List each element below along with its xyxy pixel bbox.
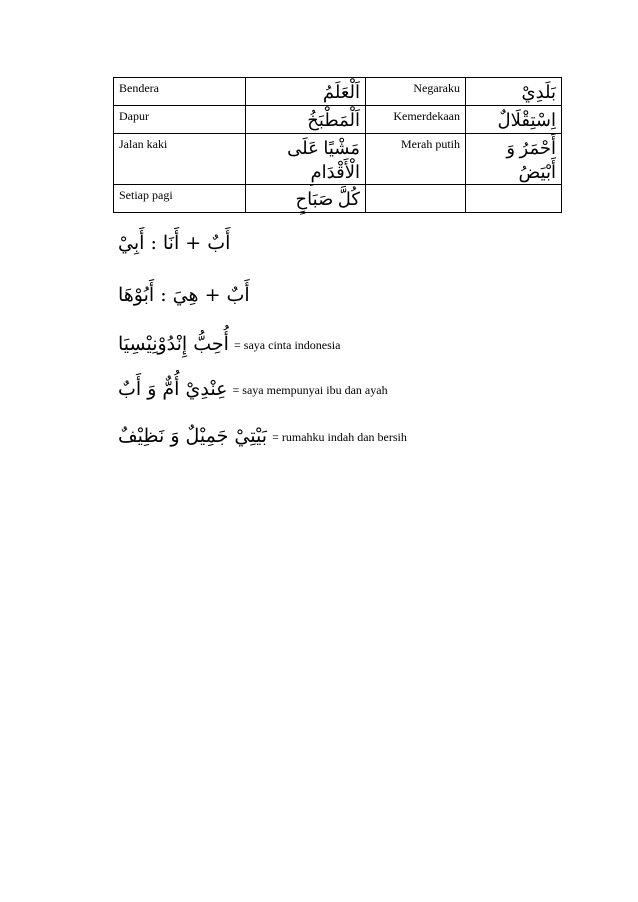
table-cell-latin-left: Bendera (114, 78, 246, 106)
arabic-phrase: أَبٌ + هِيَ : أَبُوْهَا (118, 284, 250, 306)
table-row (114, 106, 562, 134)
table-cell-arabic-right: بَلَدِيْ (466, 78, 562, 106)
translation-text: = rumahku indah dan bersih (272, 430, 407, 444)
translation-text: = saya mempunyai ibu dan ayah (232, 383, 388, 397)
table-cell-arabic-left: كُلَّ صَبَاحٍ (246, 185, 366, 213)
table-cell-arabic-left: اَلْعَلَمُ (246, 78, 366, 106)
table-cell-latin-left: Dapur (114, 106, 246, 134)
table-cell-latin-right: Kemerdekaan (366, 106, 466, 134)
table-cell-latin-right (366, 185, 466, 213)
sentence-line (118, 333, 340, 355)
sentence-line (118, 425, 407, 447)
arabic-phrase: بَيْتِيْ جَمِيْلٌ وَ نَظِيْفٌ (118, 425, 268, 447)
table-cell-arabic-right (466, 185, 562, 213)
table-cell-arabic-left: اَلْمَطْبَخُ (246, 106, 366, 134)
table-cell-arabic-left: مَشْيًا عَلَى الْأَقْدَامِ (246, 134, 366, 185)
sentence-line (118, 378, 388, 400)
table-row (114, 185, 562, 213)
arabic-phrase: أُحِبُّ إِنْدُوْنِيْسِيَا (118, 333, 229, 355)
arabic-phrase: أَبٌ + أَنَا : أَبِيْ (118, 232, 231, 254)
table-cell-arabic-right: أَحْمَرُ وَ أَبْيَضُ (466, 134, 562, 185)
table-cell-latin-right: Merah putih (366, 134, 466, 185)
table-row (114, 78, 562, 106)
table-cell-latin-right: Negaraku (366, 78, 466, 106)
arabic-phrase: عِنْدِيْ أُمٌّ وَ أَبٌ (118, 378, 228, 400)
table-cell-latin-left: Jalan kaki (114, 134, 246, 185)
vocabulary-table (113, 77, 562, 213)
sentence-line (118, 232, 230, 254)
translation-text: = saya cinta indonesia (234, 338, 341, 352)
table-cell-arabic-right: اِسْتِقْلَالٌ (466, 106, 562, 134)
table-cell-latin-left: Setiap pagi (114, 185, 246, 213)
table-row (114, 134, 562, 185)
sentence-line (118, 284, 250, 306)
